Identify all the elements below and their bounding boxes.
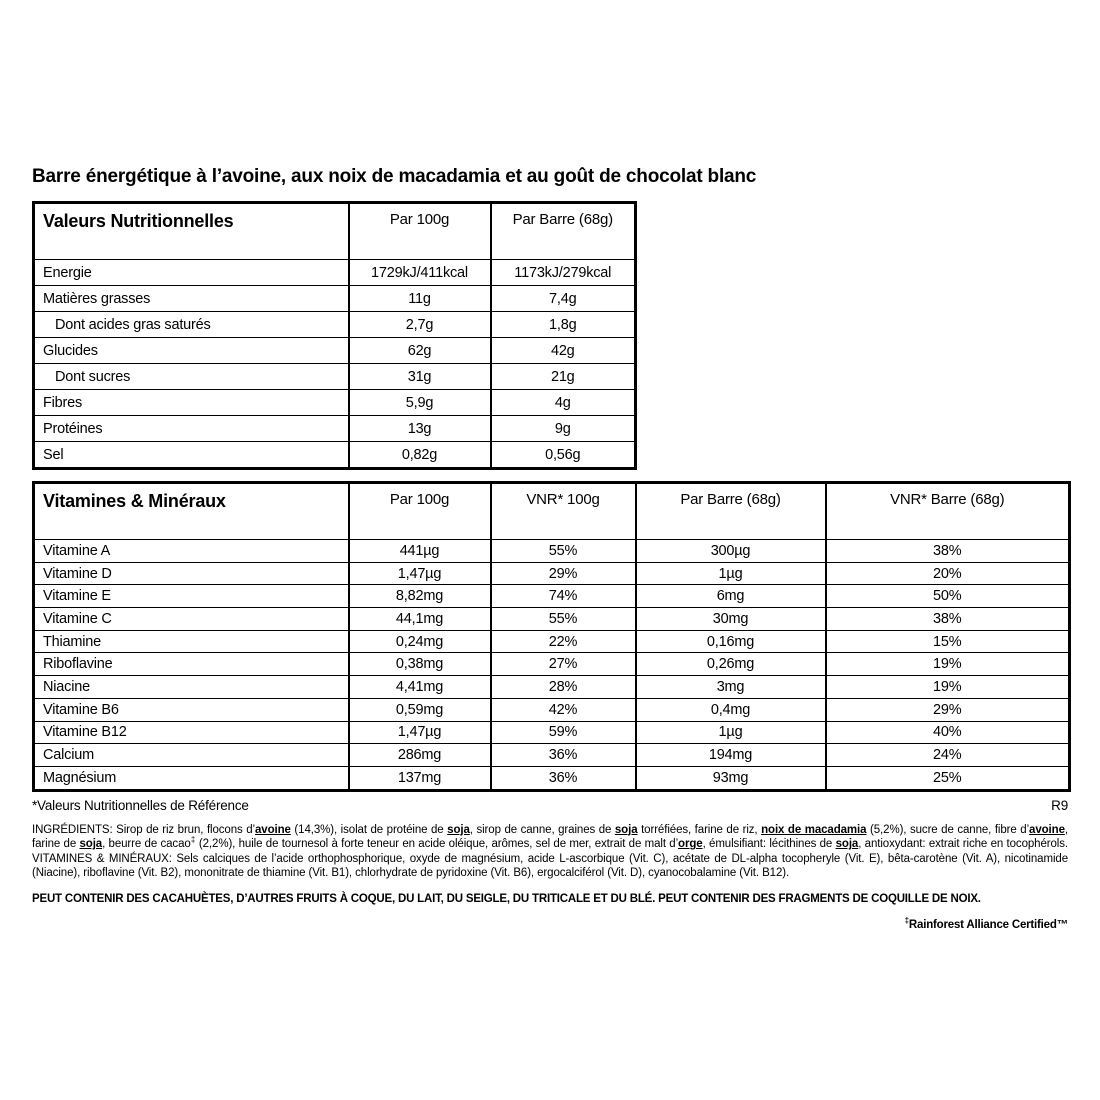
allergen-statement: PEUT CONTENIR DES CACAHUÈTES, D’AUTRES FRUITS À COQUE, DU LAIT, DU SEIGLE, DU TRITICALE ET DU BLÉ. PEUT CONTENIR DES FRAGMENTS DE COQUILLE DE NOIX. <box>32 893 981 906</box>
allergen-term: avoine <box>255 823 291 836</box>
row-label: Magnésium <box>34 766 349 790</box>
row-label: Vitamine E <box>34 585 349 608</box>
table-row <box>34 585 1070 608</box>
row-label: Fibres <box>34 390 349 416</box>
row-value: 1,47µg <box>349 562 491 585</box>
row-value: 11g <box>349 286 491 312</box>
row-value: 0,59mg <box>349 698 491 721</box>
row-label: Energie <box>34 260 349 286</box>
row-value: 9g <box>491 416 636 442</box>
nutrition-table-body <box>34 260 636 469</box>
row-value: 29% <box>826 698 1070 721</box>
row-label: Vitamine A <box>34 540 349 563</box>
ingredients-segment: (2,2%), huile de tournesol à forte teneur en acide oléique, arômes, sel de mer, extrait de malt d’ <box>195 838 679 851</box>
table-row <box>34 312 636 338</box>
row-value: 137mg <box>349 766 491 790</box>
table-row <box>34 260 636 286</box>
table-row <box>34 630 1070 653</box>
row-value: 40% <box>826 721 1070 744</box>
row-label: Glucides <box>34 338 349 364</box>
row-label: Vitamine C <box>34 608 349 631</box>
allergen-term: noix de macadamia <box>761 823 867 836</box>
row-value: 0,56g <box>491 442 636 469</box>
row-value: 1µg <box>636 562 826 585</box>
ingredients-segment: , émulsifiant: lécithines de <box>702 838 836 851</box>
reference-values-footnote: *Valeurs Nutritionnelles de Référence <box>32 797 249 813</box>
row-value: 7,4g <box>491 286 636 312</box>
row-value: 29% <box>491 562 636 585</box>
row-value: 36% <box>491 744 636 767</box>
vitamins-table-body <box>34 540 1070 791</box>
row-value: 59% <box>491 721 636 744</box>
vitamins-table <box>32 481 1071 792</box>
row-value: 4g <box>491 390 636 416</box>
certification-text: Rainforest Alliance Certified™ <box>908 918 1068 931</box>
ingredients-segment: (5,2%), sucre de canne, fibre d’ <box>866 823 1030 836</box>
table-row <box>34 608 1070 631</box>
row-value: 6mg <box>636 585 826 608</box>
row-value: 1173kJ/279kcal <box>491 260 636 286</box>
allergen-term: soja <box>79 838 103 851</box>
table-row <box>34 416 636 442</box>
row-value: 19% <box>826 653 1070 676</box>
table-row <box>34 390 636 416</box>
row-value: 4,41mg <box>349 676 491 699</box>
row-value: 93mg <box>636 766 826 790</box>
row-value: 24% <box>826 744 1070 767</box>
vitamins-table-header <box>34 483 1070 540</box>
row-value: 38% <box>826 608 1070 631</box>
row-value: 74% <box>491 585 636 608</box>
row-value: 42% <box>491 698 636 721</box>
double-dagger-mark: ‡ <box>904 915 909 925</box>
row-value: 36% <box>491 766 636 790</box>
row-label: Dont sucres <box>34 364 349 390</box>
row-value: 30mg <box>636 608 826 631</box>
revision-code: R9 <box>1051 797 1068 813</box>
row-value: 42g <box>491 338 636 364</box>
row-label: Matières grasses <box>34 286 349 312</box>
row-label: Dont acides gras saturés <box>34 312 349 338</box>
vitamins-table-title: Vitamines & Minéraux <box>43 491 226 511</box>
row-value: 21g <box>491 364 636 390</box>
row-label: Vitamine B6 <box>34 698 349 721</box>
col-header-per-bar: Par Barre (68g) <box>636 483 826 540</box>
allergen-term: soja <box>447 823 470 836</box>
col-header-per-100g: Par 100g <box>349 203 491 260</box>
row-value: 50% <box>826 585 1070 608</box>
table-row <box>34 364 636 390</box>
allergen-term: soja <box>614 823 638 836</box>
row-value: 15% <box>826 630 1070 653</box>
ingredients-segment: , beurre de cacao <box>102 838 191 851</box>
table-row <box>34 653 1070 676</box>
row-label: Vitamine D <box>34 562 349 585</box>
row-value: 28% <box>491 676 636 699</box>
row-value: 1,8g <box>491 312 636 338</box>
table-row <box>34 286 636 312</box>
table-row <box>34 676 1070 699</box>
row-value: 55% <box>491 540 636 563</box>
row-label: Thiamine <box>34 630 349 653</box>
table-row <box>34 698 1070 721</box>
row-label: Riboflavine <box>34 653 349 676</box>
row-label: Sel <box>34 442 349 469</box>
table-row <box>34 744 1070 767</box>
row-value: 1729kJ/411kcal <box>349 260 491 286</box>
nutrition-table <box>32 201 637 470</box>
nutrition-table-header <box>34 203 636 260</box>
row-value: 44,1mg <box>349 608 491 631</box>
row-value: 300µg <box>636 540 826 563</box>
nutrition-table-title: Valeurs Nutritionnelles <box>43 211 234 231</box>
table-row <box>34 442 636 469</box>
row-value: 194mg <box>636 744 826 767</box>
table-row <box>34 766 1070 790</box>
row-value: 25% <box>826 766 1070 790</box>
row-value: 0,82g <box>349 442 491 469</box>
allergen-term: avoine <box>1029 823 1065 836</box>
row-value: 2,7g <box>349 312 491 338</box>
row-value: 5,9g <box>349 390 491 416</box>
row-label: Niacine <box>34 676 349 699</box>
row-value: 0,38mg <box>349 653 491 676</box>
col-header-vnr-100g: VNR* 100g <box>491 483 636 540</box>
allergen-term: orge <box>678 838 703 851</box>
row-value: 22% <box>491 630 636 653</box>
row-value: 0,4mg <box>636 698 826 721</box>
double-dagger-mark: ‡ <box>190 835 196 845</box>
row-value: 31g <box>349 364 491 390</box>
row-value: 27% <box>491 653 636 676</box>
row-value: 19% <box>826 676 1070 699</box>
ingredients-text <box>32 823 1068 881</box>
product-title: Barre énergétique à l’avoine, aux noix de macadamia et au goût de chocolat blanc <box>32 166 757 187</box>
row-label: Protéines <box>34 416 349 442</box>
ingredients-segment: , sirop de canne, graines de <box>469 823 615 836</box>
row-value: 0,24mg <box>349 630 491 653</box>
row-value: 1,47µg <box>349 721 491 744</box>
table-row <box>34 540 1070 563</box>
ingredients-segment: , farine de <box>32 823 1068 851</box>
row-value: 38% <box>826 540 1070 563</box>
row-value: 55% <box>491 608 636 631</box>
row-label: Calcium <box>34 744 349 767</box>
row-value: 13g <box>349 416 491 442</box>
table-footnote-row <box>32 798 1068 813</box>
row-value: 20% <box>826 562 1070 585</box>
row-value: 3mg <box>636 676 826 699</box>
table-row <box>34 721 1070 744</box>
table-row <box>34 562 1070 585</box>
row-value: 62g <box>349 338 491 364</box>
ingredients-segment: (14,3%), isolat de protéine de <box>290 823 448 836</box>
table-row <box>34 338 636 364</box>
certification-note <box>32 915 1068 931</box>
row-label: Vitamine B12 <box>34 721 349 744</box>
row-value: 0,26mg <box>636 653 826 676</box>
row-value: 1µg <box>636 721 826 744</box>
allergen-term: soja <box>835 838 859 851</box>
ingredients-segment: torréfiées, farine de riz, <box>637 823 762 836</box>
ingredients-segment: INGRÉDIENTS: Sirop de riz brun, flocons d’ <box>32 823 256 836</box>
row-value: 286mg <box>349 744 491 767</box>
col-header-per-100g: Par 100g <box>349 483 491 540</box>
row-value: 441µg <box>349 540 491 563</box>
col-header-per-bar: Par Barre (68g) <box>491 203 636 260</box>
col-header-vnr-bar: VNR* Barre (68g) <box>826 483 1070 540</box>
row-value: 0,16mg <box>636 630 826 653</box>
ingredients-segment: , antioxydant: extrait riche en tocophérols. VITAMINES & MINÉRAUX: Sels calciques de l’acide orthophosphorique, oxyde de magnésium, acide L-ascorbique (Vit. C), acétate de DL-alpha tocopheryle (Vit. E), bêta-carotène (Vit. A), nicotinamide (Niacine), riboflavine (Vit. B2), mononitrate de thiamine (Vit. B1), chlorhydrate de pyridoxine (Vit. B6), ergocalciférol (Vit. D), cyanocobalamine (Vit. B12). <box>32 838 1068 880</box>
row-value: 8,82mg <box>349 585 491 608</box>
